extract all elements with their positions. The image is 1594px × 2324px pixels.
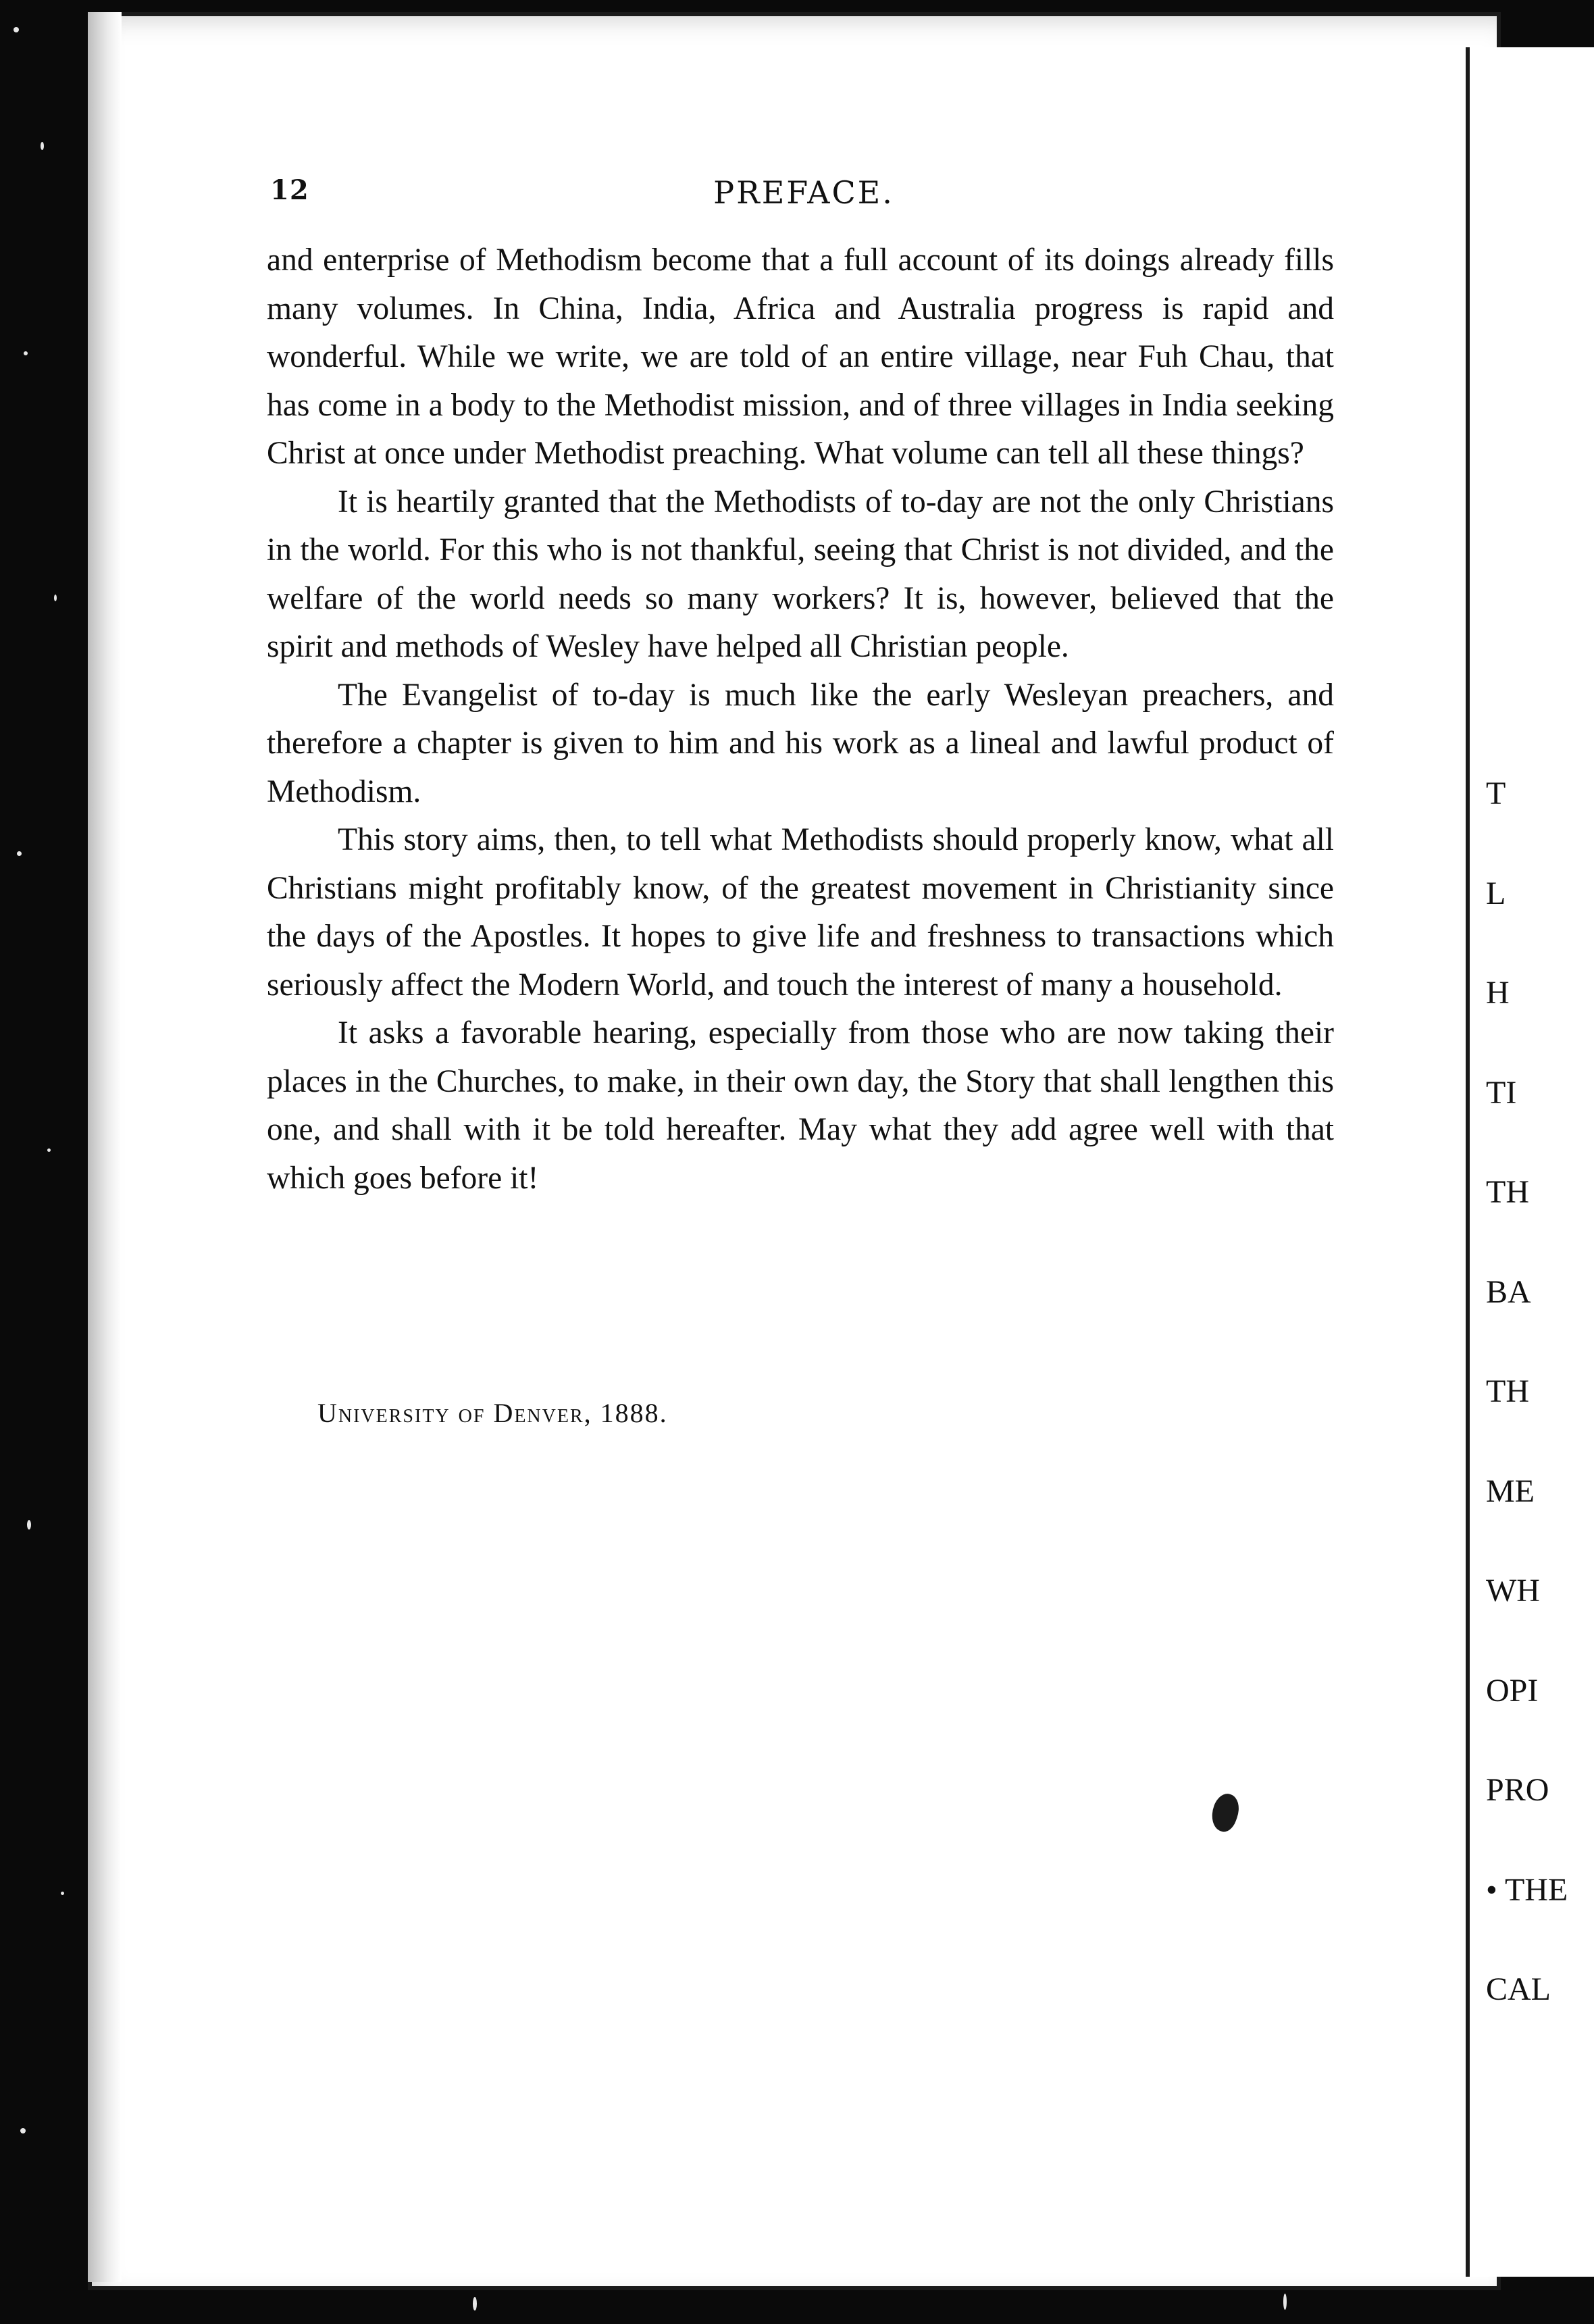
facing-page-fragment: H [1486, 975, 1510, 1011]
facing-page-fragment: • THE [1486, 1871, 1568, 1908]
facing-page-fragment: ME [1486, 1473, 1535, 1509]
running-head: PREFACE. [713, 174, 894, 211]
scan-speck [61, 1892, 64, 1895]
scan-speck [27, 1520, 31, 1530]
signature-line: University of Denver, 1888. [317, 1398, 668, 1428]
paragraph: It asks a favorable hearing, especially from those who are now taking their places in the Churches, to make, in their own day, the Story that shall lengthen this one, and shall with it be told hereafter. May what they add agree well with that which goes before it! [267, 1015, 1334, 1196]
scan-speck [17, 851, 22, 856]
scan-speck [41, 142, 44, 150]
page-number: 12 [270, 174, 309, 206]
scan-speck [14, 27, 19, 32]
scan-speck [473, 2297, 477, 2310]
scan-speck [54, 595, 57, 601]
scan-speck [24, 351, 28, 355]
facing-page-fragment: WH [1486, 1573, 1540, 1609]
facing-page-fragment: TI [1486, 1074, 1517, 1111]
preface-text [267, 236, 1334, 1203]
facing-page-fragment: BA [1486, 1273, 1531, 1310]
facing-page-fragment: TH [1486, 1174, 1529, 1210]
page-edge-shadow [88, 12, 122, 2282]
facing-page-fragment: TH [1486, 1373, 1529, 1409]
scan-speck [47, 1148, 51, 1152]
facing-page-contents [1486, 774, 1594, 2069]
scan-speck [20, 2128, 26, 2133]
page-header [270, 174, 1337, 215]
facing-page-fragment: T [1486, 776, 1506, 811]
facing-page-fragment: OPI [1486, 1672, 1539, 1709]
paragraph: This story aims, then, to tell what Methodists should properly know, what all Christians might profitably know, of the greatest movement in Christianity since the days of the Apostles. It hopes to give life and freshness to transactions which seriously affect the Modern World, and touch the interest of many a household. [267, 822, 1334, 1003]
facing-page-fragment: CAL [1486, 1971, 1551, 2007]
paragraph: The Evangelist of to-day is much like the early Wesleyan preachers, and therefore a chapter is given to him and his work as a lineal and lawful product of Methodism. [267, 677, 1334, 809]
paragraph-continuation: and enterprise of Methodism become that a full account of its doings already fills many volumes. In China, India, Africa and Australia progress is rapid and wonderful. While we write, we are told of an entire village, near Fuh Chau, that has come in a body to the Methodist mission, and of three villages in India seeking Christ at once under Methodist preaching. What volume can tell all these things? [267, 243, 1334, 471]
paragraph: It is heartily granted that the Methodists of to-day are not the only Christians in the world. For this who is not thankful, seeing that Christ is not divided, and the welfare of the world needs so many workers? It is, however, believed that the spirit and methods of Wesley have helped all Christian people. [267, 484, 1334, 664]
facing-page-fragment: PRO [1486, 1772, 1549, 1808]
facing-page-fragment: L [1486, 875, 1506, 911]
scan-speck [1283, 2294, 1287, 2310]
